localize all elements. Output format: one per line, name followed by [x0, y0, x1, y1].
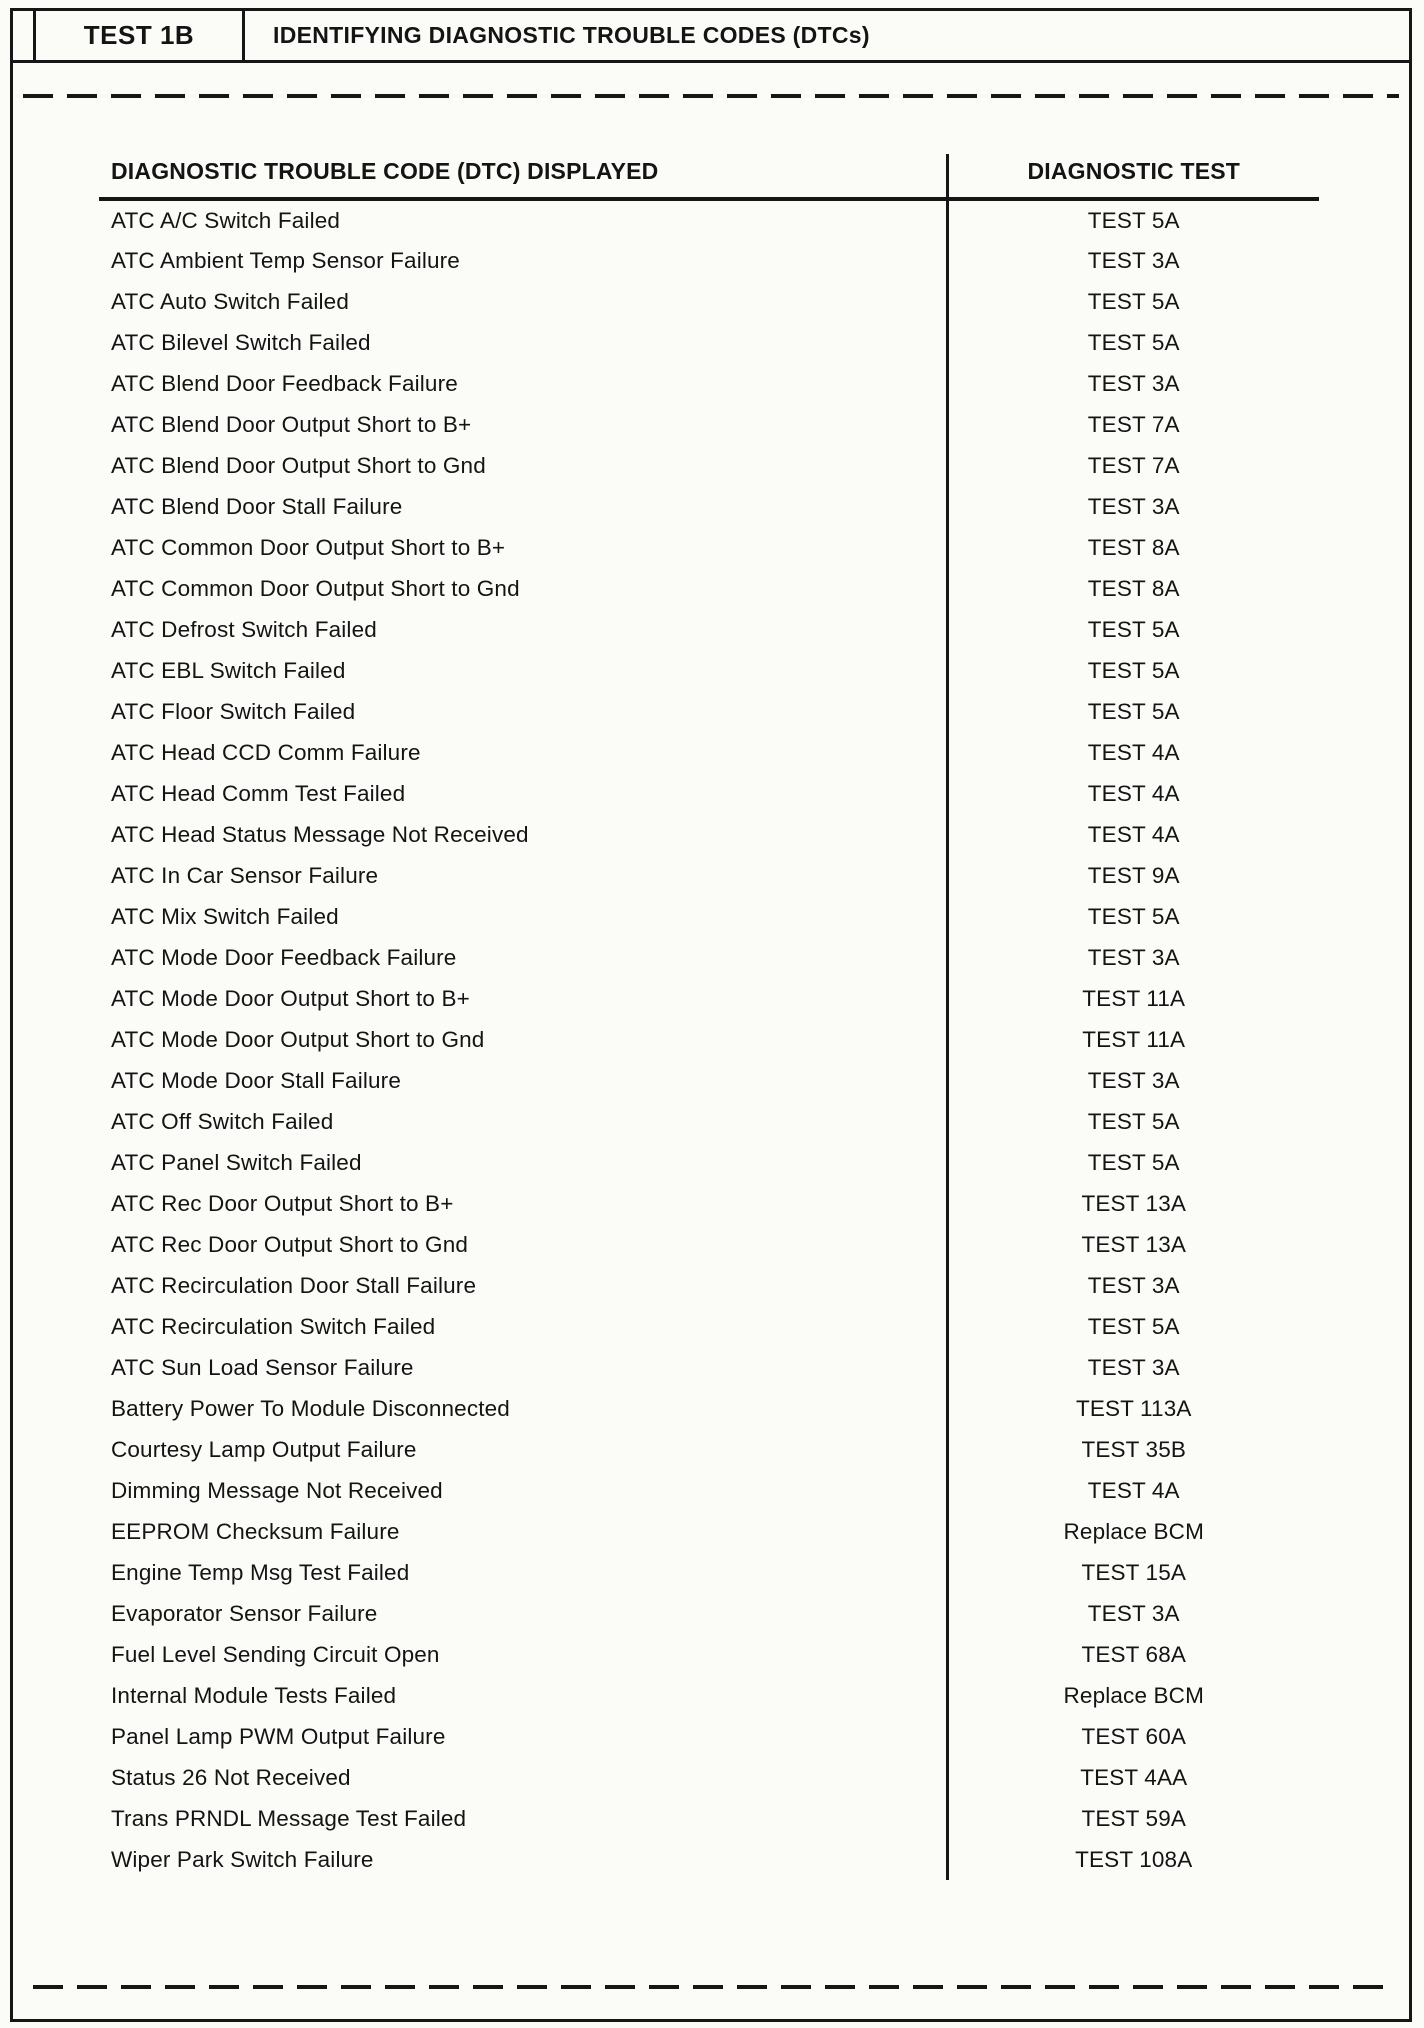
dtc-cell: Dimming Message Not Received	[111, 1477, 443, 1503]
test-cell: TEST 5A	[947, 650, 1319, 691]
test-cell: TEST 15A	[947, 1552, 1319, 1593]
dtc-cell: ATC Floor Switch Failed	[111, 698, 356, 724]
table-row	[99, 978, 1319, 1019]
table-row	[99, 773, 1319, 814]
dtc-cell: ATC Common Door Output Short to B+	[111, 534, 506, 560]
top-dashed-rule	[23, 94, 1399, 98]
test-cell: TEST 3A	[947, 937, 1319, 978]
test-cell: TEST 13A	[947, 1183, 1319, 1224]
dtc-cell: Panel Lamp PWM Output Failure	[111, 1723, 446, 1749]
dtc-cell: ATC Blend Door Feedback Failure	[111, 370, 458, 396]
dtc-cell: ATC Mode Door Feedback Failure	[111, 944, 457, 970]
table-row	[99, 445, 1319, 486]
dtc-cell: Engine Temp Msg Test Failed	[111, 1559, 410, 1585]
dtc-cell: Status 26 Not Received	[111, 1764, 351, 1790]
table-row	[99, 568, 1319, 609]
test-cell: TEST 13A	[947, 1224, 1319, 1265]
dtc-cell: Internal Module Tests Failed	[111, 1682, 397, 1708]
test-cell: TEST 4A	[947, 814, 1319, 855]
table-row	[99, 1347, 1319, 1388]
test-cell: TEST 5A	[947, 1306, 1319, 1347]
test-cell: TEST 5A	[947, 322, 1319, 363]
dtc-cell: ATC EBL Switch Failed	[111, 657, 346, 683]
header-band	[13, 11, 1409, 63]
test-cell: TEST 4A	[947, 732, 1319, 773]
dtc-cell: ATC Blend Door Output Short to B+	[111, 411, 472, 437]
dtc-cell: ATC Ambient Temp Sensor Failure	[111, 247, 460, 273]
dtc-cell: Battery Power To Module Disconnected	[111, 1395, 510, 1421]
dtc-cell: Trans PRNDL Message Test Failed	[111, 1805, 467, 1831]
dtc-table	[99, 154, 1319, 1880]
table-row	[99, 1716, 1319, 1757]
dtc-cell: ATC Mode Door Output Short to Gnd	[111, 1026, 485, 1052]
dtc-table-wrap	[99, 154, 1319, 1880]
table-row	[99, 1306, 1319, 1347]
dtc-cell: ATC Mix Switch Failed	[111, 903, 339, 929]
dtc-cell: Evaporator Sensor Failure	[111, 1600, 378, 1626]
dtc-cell: ATC Common Door Output Short to Gnd	[111, 575, 520, 601]
table-row	[99, 650, 1319, 691]
table-row	[99, 691, 1319, 732]
table-row	[99, 1183, 1319, 1224]
test-cell: TEST 3A	[947, 1265, 1319, 1306]
table-row	[99, 896, 1319, 937]
test-cell: TEST 35B	[947, 1429, 1319, 1470]
table-row	[99, 1060, 1319, 1101]
table-row	[99, 609, 1319, 650]
table-row	[99, 1142, 1319, 1183]
dtc-cell: ATC In Car Sensor Failure	[111, 862, 379, 888]
test-cell: TEST 5A	[947, 199, 1319, 240]
test-cell: TEST 5A	[947, 609, 1319, 650]
table-row	[99, 1388, 1319, 1429]
test-cell: TEST 7A	[947, 404, 1319, 445]
test-cell: TEST 5A	[947, 1142, 1319, 1183]
test-cell: TEST 108A	[947, 1839, 1319, 1880]
table-row	[99, 527, 1319, 568]
table-row	[99, 814, 1319, 855]
test-cell: TEST 11A	[947, 978, 1319, 1019]
dtc-cell: Courtesy Lamp Output Failure	[111, 1436, 417, 1462]
dtc-cell: Fuel Level Sending Circuit Open	[111, 1641, 440, 1667]
test-cell: TEST 3A	[947, 363, 1319, 404]
test-cell: TEST 113A	[947, 1388, 1319, 1429]
table-row	[99, 1675, 1319, 1716]
table-row	[99, 732, 1319, 773]
test-cell: TEST 4A	[947, 1470, 1319, 1511]
test-cell: TEST 3A	[947, 1060, 1319, 1101]
dtc-cell: ATC Off Switch Failed	[111, 1108, 334, 1134]
test-cell: TEST 8A	[947, 527, 1319, 568]
test-cell: TEST 3A	[947, 240, 1319, 281]
dtc-cell: ATC Recirculation Door Stall Failure	[111, 1272, 477, 1298]
dtc-cell: ATC Mode Door Output Short to B+	[111, 985, 470, 1011]
table-row	[99, 281, 1319, 322]
table-row	[99, 1101, 1319, 1142]
table-row	[99, 404, 1319, 445]
test-cell: TEST 11A	[947, 1019, 1319, 1060]
table-row	[99, 363, 1319, 404]
table-row	[99, 1798, 1319, 1839]
table-row	[99, 1470, 1319, 1511]
table-row	[99, 855, 1319, 896]
dtc-table-header	[99, 154, 1319, 199]
test-cell: TEST 60A	[947, 1716, 1319, 1757]
table-row	[99, 322, 1319, 363]
bottom-dashed-rule	[33, 1985, 1389, 1989]
dtc-cell: ATC Bilevel Switch Failed	[111, 329, 371, 355]
table-row	[99, 1224, 1319, 1265]
dtc-cell: ATC Head Comm Test Failed	[111, 780, 406, 806]
test-cell: TEST 5A	[947, 691, 1319, 732]
dtc-cell: ATC Head Status Message Not Received	[111, 821, 529, 847]
test-cell: TEST 4A	[947, 773, 1319, 814]
table-row	[99, 1019, 1319, 1060]
dtc-cell: ATC Rec Door Output Short to B+	[111, 1190, 454, 1216]
table-row	[99, 1839, 1319, 1880]
test-cell: TEST 68A	[947, 1634, 1319, 1675]
test-cell: TEST 5A	[947, 281, 1319, 322]
dtc-cell: ATC Rec Door Output Short to Gnd	[111, 1231, 469, 1257]
test-id-box	[33, 11, 245, 60]
table-row	[99, 1757, 1319, 1798]
page-title: IDENTIFYING DIAGNOSTIC TROUBLE CODES (DTCs)	[273, 22, 870, 48]
dtc-cell: ATC Panel Switch Failed	[111, 1149, 362, 1175]
dtc-cell: ATC Blend Door Stall Failure	[111, 493, 403, 519]
test-column-header: DIAGNOSTIC TEST	[947, 154, 1319, 199]
test-cell: TEST 3A	[947, 486, 1319, 527]
table-row	[99, 240, 1319, 281]
dtc-cell: Wiper Park Switch Failure	[111, 1846, 374, 1872]
dtc-cell: ATC Blend Door Output Short to Gnd	[111, 452, 486, 478]
table-row	[99, 1552, 1319, 1593]
table-row	[99, 937, 1319, 978]
table-row	[99, 199, 1319, 240]
test-cell: TEST 59A	[947, 1798, 1319, 1839]
table-row	[99, 1429, 1319, 1470]
dtc-cell: ATC Mode Door Stall Failure	[111, 1067, 401, 1093]
dtc-cell: ATC Auto Switch Failed	[111, 288, 349, 314]
test-cell: TEST 5A	[947, 1101, 1319, 1142]
test-cell: TEST 3A	[947, 1593, 1319, 1634]
dtc-cell: ATC Head CCD Comm Failure	[111, 739, 421, 765]
page	[10, 8, 1412, 2022]
test-cell: TEST 9A	[947, 855, 1319, 896]
test-cell: TEST 3A	[947, 1347, 1319, 1388]
test-cell: TEST 8A	[947, 568, 1319, 609]
table-row	[99, 1634, 1319, 1675]
test-cell: TEST 5A	[947, 896, 1319, 937]
test-cell: Replace BCM	[947, 1511, 1319, 1552]
test-id-label: TEST 1B	[83, 20, 195, 50]
dtc-cell: EEPROM Checksum Failure	[111, 1518, 400, 1544]
table-row	[99, 1265, 1319, 1306]
dtc-table-body	[99, 199, 1319, 1880]
table-row	[99, 486, 1319, 527]
table-row	[99, 1511, 1319, 1552]
dtc-cell: ATC A/C Switch Failed	[111, 207, 341, 233]
test-cell: TEST 4AA	[947, 1757, 1319, 1798]
table-row	[99, 1593, 1319, 1634]
dtc-column-header: DIAGNOSTIC TROUBLE CODE (DTC) DISPLAYED	[99, 154, 947, 199]
test-cell: Replace BCM	[947, 1675, 1319, 1716]
dtc-cell: ATC Recirculation Switch Failed	[111, 1313, 436, 1339]
test-cell: TEST 7A	[947, 445, 1319, 486]
dtc-cell: ATC Defrost Switch Failed	[111, 616, 377, 642]
dtc-cell: ATC Sun Load Sensor Failure	[111, 1354, 414, 1380]
